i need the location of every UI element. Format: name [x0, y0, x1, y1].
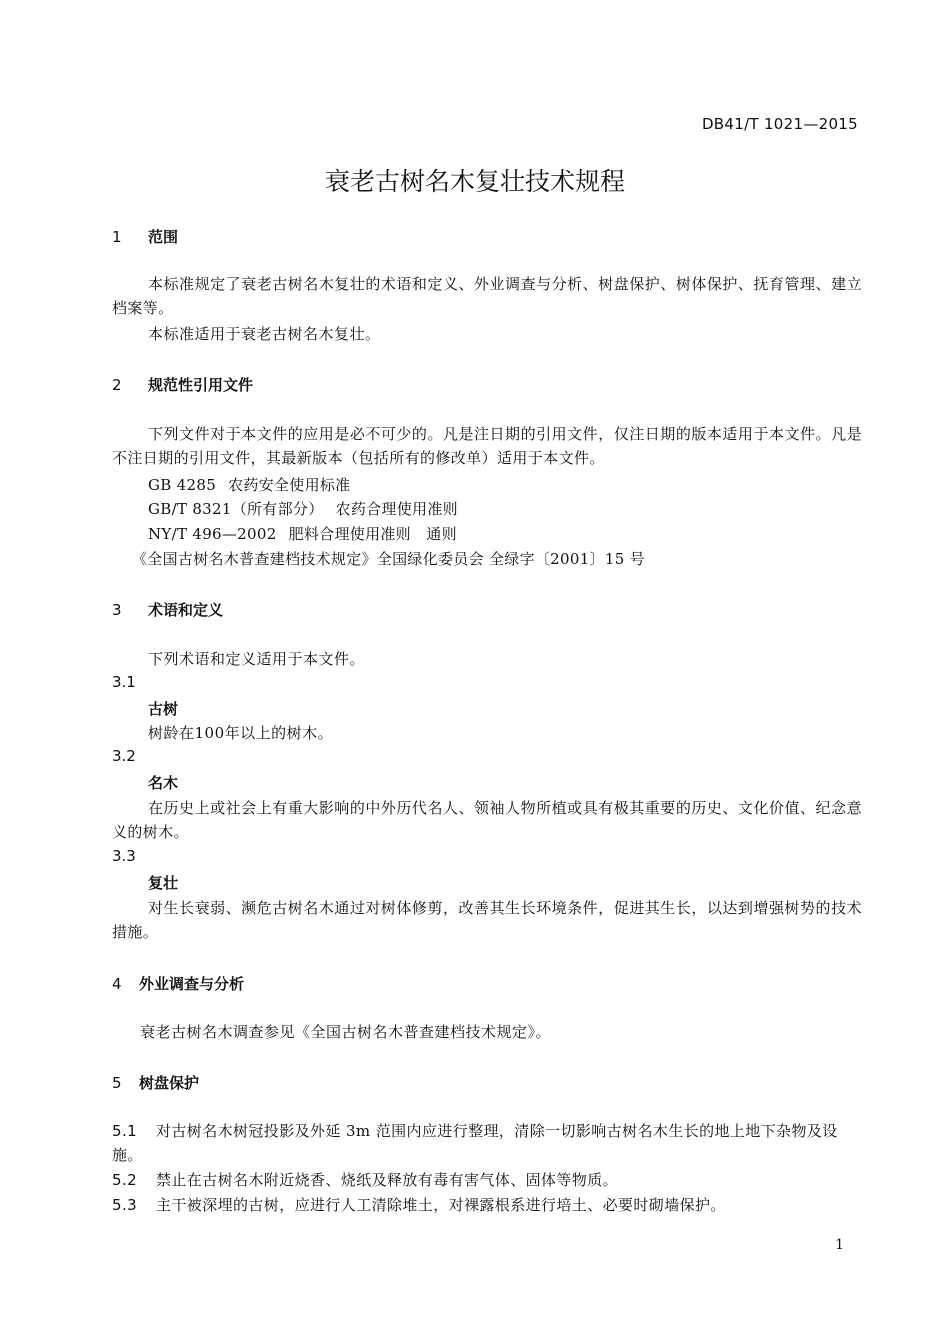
clause-number: 5.3: [112, 1196, 138, 1214]
section-heading-4: [112, 973, 244, 994]
standard-code: DB41/T 1021—2015: [701, 115, 858, 133]
reference-name: 农药合理使用准则: [335, 500, 458, 518]
section-number: 5: [112, 1074, 122, 1092]
term-name: 名木: [148, 774, 179, 792]
section-heading-1: [112, 226, 178, 247]
section-heading-2: [112, 374, 253, 395]
reference-item: [148, 474, 350, 495]
page-number: 1: [835, 1237, 844, 1253]
reference-name: 肥料合理使用准则 通则: [288, 525, 457, 543]
term-number: 3.2: [112, 747, 136, 765]
paragraph: 下列文件对于本文件的应用是必不可少的。凡是注日期的引用文件，仅注日期的版本适用于本文件。凡是不注日期的引用文件，其最新版本（包括所有的修改单）适用于本文件。: [112, 425, 862, 467]
clause-text: 禁止在古树名木附近烧香、烧纸及释放有毒有害气体、固体等物质。: [156, 1171, 619, 1189]
clause-item: [112, 1119, 862, 1167]
term-definition: 树龄在100年以上的树木。: [148, 724, 334, 742]
section-number: 3: [112, 601, 122, 619]
section-title: 规范性引用文件: [148, 376, 254, 394]
reference-code: GB/T 8321（所有部分）: [148, 500, 324, 518]
reference-code: GB 4285: [148, 476, 217, 494]
term-definition: 在历史上或社会上有重大影响的中外历代名人、领袖人物所植或具有极其重要的历史、文化价值、纪念意义的树木。: [112, 799, 862, 841]
section-number: 1: [112, 228, 122, 246]
clause-number: 5.1: [112, 1122, 138, 1140]
clause-item: [112, 1193, 862, 1217]
document-title: 衰老古树名木复壮技术规程: [324, 167, 625, 196]
paragraph: 本标准适用于衰老古树名木复壮。: [148, 325, 381, 343]
term-number: 3.3: [112, 847, 136, 865]
reference-item: [148, 498, 458, 519]
clause-text: 主干被深埋的古树，应进行人工清除堆土，对裸露根系进行培土、必要时砌墙保护。: [156, 1196, 726, 1214]
section-title: 外业调查与分析: [139, 975, 245, 993]
section-number: 4: [112, 975, 122, 993]
reference-code: NY/T 496—2002: [148, 525, 277, 543]
term-number: 3.1: [112, 673, 136, 691]
clause-number: 5.2: [112, 1171, 138, 1189]
reference-name: 农药安全使用标准: [228, 476, 351, 494]
section-heading-5: [112, 1072, 199, 1093]
term-definition: 对生长衰弱、濒危古树名木通过对树体修剪，改善其生长环境条件，促进其生长，以达到增强树势的技术措施。: [112, 899, 862, 941]
reference-item: 《全国古树名木普查建档技术规定》全国绿化委员会 全绿字〔2001〕15 号: [132, 550, 645, 568]
paragraph: 下列术语和定义适用于本文件。: [148, 650, 366, 668]
term-name: 复壮: [148, 874, 179, 892]
clause-item: [112, 1168, 862, 1192]
term-name: 古树: [148, 700, 179, 718]
section-title: 术语和定义: [148, 601, 224, 619]
section-title: 范围: [148, 228, 179, 246]
paragraph: 衰老古树名木调查参见《全国古树名木普查建档技术规定》。: [140, 1023, 552, 1041]
section-title: 树盘保护: [139, 1074, 200, 1092]
paragraph: 本标准规定了衰老古树名木复壮的术语和定义、外业调查与分析、树盘保护、树体保护、抚育管理、建立档案等。: [112, 275, 862, 317]
reference-item: [148, 523, 457, 544]
section-heading-3: [112, 599, 223, 620]
clause-text: 对古树名木树冠投影及外延 3m 范围内应进行整理，清除一切影响古树名木生长的地上地下杂物及设施。: [112, 1122, 838, 1164]
section-number: 2: [112, 376, 122, 394]
